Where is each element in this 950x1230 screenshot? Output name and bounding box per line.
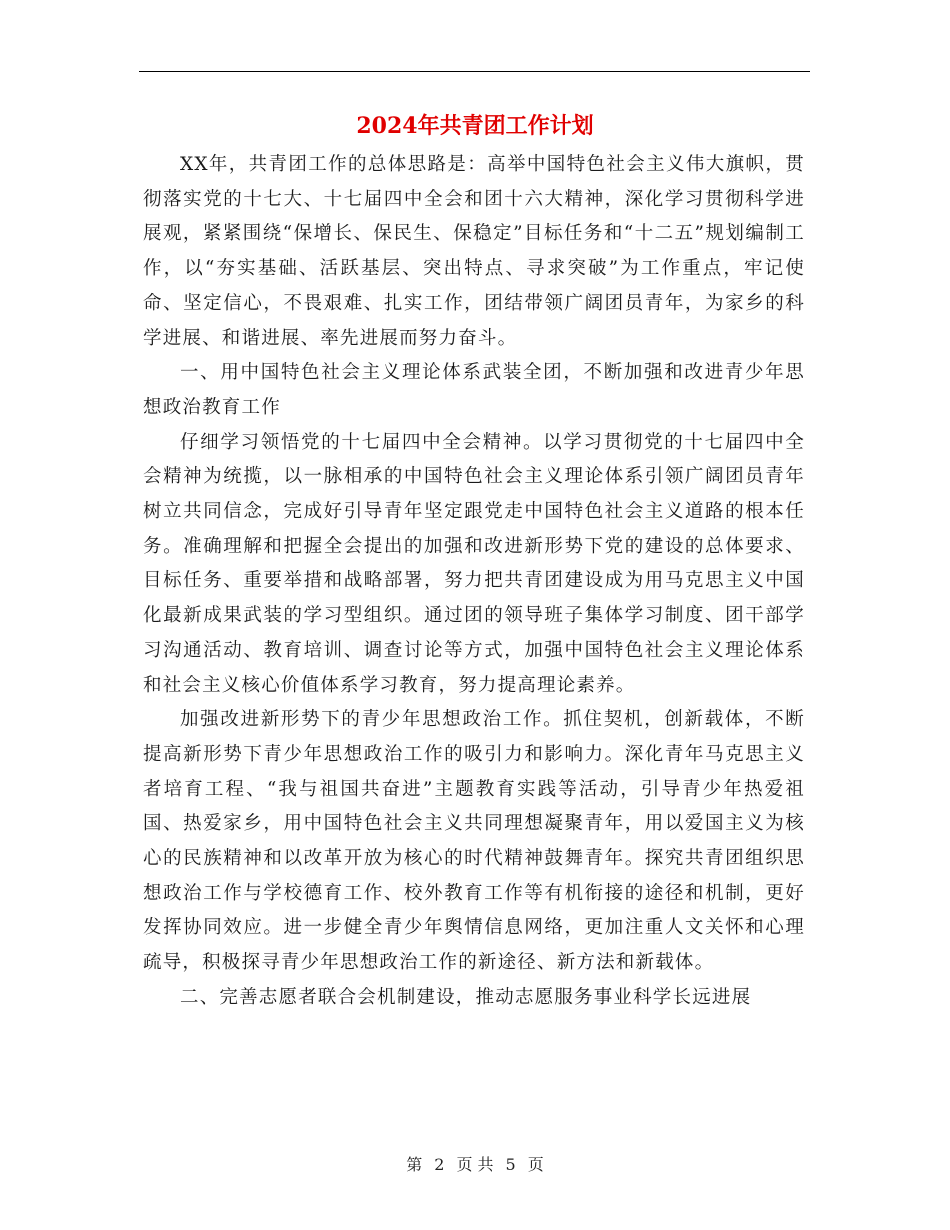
section-heading-2: 二、完善志愿者联合会机制建设，推动志愿服务事业科学长远进展: [180, 986, 752, 1008]
current-page-number: 2: [434, 1155, 445, 1174]
paragraph-overview: XX年，共青团工作的总体思路是：高举中国特色社会主义伟大旗帜，贯彻落实党的十七大、十七届四中全会和团十六大精神，深化学习贯彻科学进展观，紧紧围绕“保增长、保民生、保稳定”目标任务和“十二五”规划编制工作，以“夯实基础、活跃基层、突出特点、寻求突破”为工作重点，牢记使命、坚定信心，不畏艰难、扎实工作，团结带领广阔团员青年，为家乡的科学进展、和谐进展、率先进展而努力奋斗。: [143, 154, 805, 349]
header-rule: [139, 71, 810, 72]
paragraph-ideological-work: 加强改进新形势下的青少年思想政治工作。抓住契机，创新载体，不断提高新形势下青少年思想政治工作的吸引力和影响力。深化青年马克思主义者培育工程、“我与祖国共奋进”主题教育实践等活动，引导青少年热爱祖国、热爱家乡，用中国特色社会主义共同理想凝聚青年，用以爱国主义为核心的民族精神和以改革开放为核心的时代精神鼓舞青年。探究共青团组织思想政治工作与学校德育工作、校外教育工作等有机衔接的途径和机制，更好发挥协同效应。进一步健全青少年舆情信息网络，更加注重人文关怀和心理疏导，积极探寻青少年思想政治工作的新途径、新方法和新载体。: [143, 709, 805, 974]
footer-suffix: 页: [527, 1155, 544, 1174]
section-heading-1: 一、用中国特色社会主义理论体系武装全团，不断加强和改进青少年思想政治教育工作: [143, 362, 805, 418]
footer-middle: 页 共: [456, 1155, 494, 1174]
page-footer: [0, 1155, 950, 1175]
total-pages-number: 5: [505, 1155, 516, 1174]
paragraph-study: 仔细学习领悟党的十七届四中全会精神。以学习贯彻党的十七届四中全会精神为统揽，以一脉相承的中国特色社会主义理论体系引领广阔团员青年树立共同信念，完成好引导青年坚定跟党走中国特色社会主义道路的根本任务。准确理解和把握全会提出的加强和改进新形势下党的建设的总体要求、目标任务、重要举措和战略部署，努力把共青团建设成为用马克思主义中国化最新成果武装的学习型组织。通过团的领导班子集体学习制度、团干部学习沟通活动、教育培训、调查讨论等方式，加强中国特色社会主义理论体系和社会主义核心价值体系学习教育，努力提高理论素养。: [143, 431, 805, 696]
document-title: 2024年共青团工作计划: [356, 113, 594, 139]
document-body: [143, 148, 805, 1016]
footer-prefix: 第: [406, 1155, 423, 1174]
